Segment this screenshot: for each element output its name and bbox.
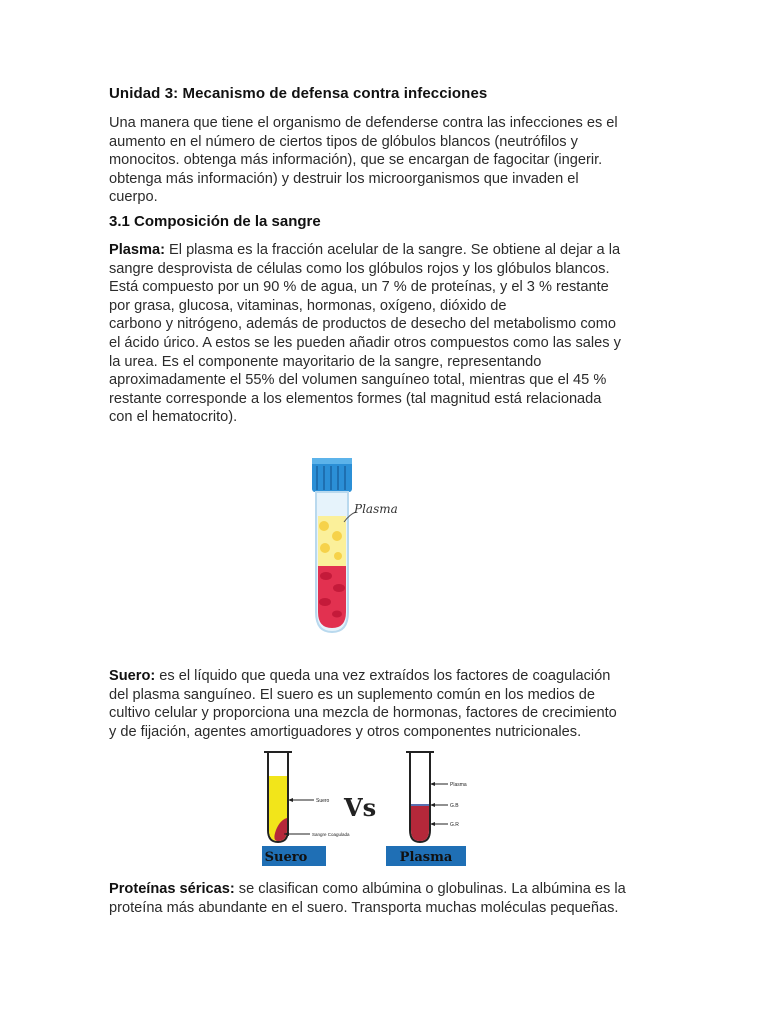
suero-paragraph [109, 667, 659, 741]
proteinas-paragraph [109, 880, 659, 917]
intro-line: aumento en el número de ciertos tipos de glóbulos blancos (neutrófilos y [109, 133, 578, 150]
plasma-line: carbono y nitrógeno, además de productos de desecho del metabolismo como [109, 316, 617, 333]
plasma-line: con el hematocrito). [109, 409, 238, 426]
plasma-badge-label: Plasma [399, 850, 453, 865]
intro-line: cuerpo. [109, 189, 158, 206]
plasma-test-tube-figure [300, 452, 420, 642]
unit-heading: Unidad 3: Mecanismo de defensa contra infecciones [109, 85, 488, 102]
proteinas-line [109, 880, 659, 899]
suero-lead: Suero: [109, 668, 156, 684]
section-heading: 3.1 Composición de la sangre [109, 213, 321, 230]
plasma-line: la urea. Es el componente mayoritario de la sangre, representando [109, 353, 542, 370]
proteinas-line-text: se clasifican como albúmina o globulinas. La albúmina es la [234, 881, 626, 897]
coagulated-label: Sangre Coagulada [312, 832, 350, 837]
gr-label: G.R [450, 822, 459, 828]
plasma-lead: Plasma: [109, 242, 165, 258]
intro-line: obtenga más información) y destruir los microorganismos que invaden el [109, 170, 579, 187]
proteinas-lead: Proteínas séricas: [109, 881, 235, 897]
suero-line: y de fijación, agentes amortiguadores y otros componentes nutricionales. [109, 723, 582, 740]
plasma-paragraph [109, 241, 659, 427]
suero-vs-plasma-figure [262, 748, 480, 870]
plasma-line: por grasa, glucosa, vitaminas, hormonas, oxígeno, dióxido de [109, 297, 507, 314]
plasma-tube-label: Plasma [450, 782, 467, 788]
intro-line: monocitos. obtenga más información), que se encargan de fagocitar (ingerir. [109, 152, 603, 169]
gb-label: G.B [450, 803, 459, 809]
plasma-line: el ácido úrico. A estos se les pueden añadir otros compuestos como las sales y [109, 334, 621, 351]
intro-line: Una manera que tiene el organismo de defenderse contra las infecciones es el [109, 115, 618, 131]
intro-paragraph [109, 114, 659, 207]
plasma-line-text: El plasma es la fracción acelular de la sangre. Se obtiene al dejar a la [164, 242, 621, 258]
vs-text: Vs [344, 793, 377, 822]
plasma-line [109, 241, 659, 260]
plasma-callout-label: Plasma [354, 502, 398, 516]
suero-line-text: es el líquido que queda una vez extraídos los factores de coagulación [155, 668, 611, 684]
plasma-line: aproximadamente el 55% del volumen sanguíneo total, mientras que el 45 % [109, 372, 607, 389]
plasma-line: restante corresponde a los elementos formes (tal magnitud está relacionada [109, 390, 602, 407]
plasma-line: sangre desprovista de células como los glóbulos rojos y los glóbulos blancos. [109, 260, 610, 277]
plasma-line: Está compuesto por un 90 % de agua, un 7 % de proteínas, y el 3 % restante [109, 279, 609, 296]
suero-line: del plasma sanguíneo. El suero es un suplemento común en los medios de [109, 686, 595, 703]
suero-badge-label: Suero [264, 850, 308, 865]
proteinas-line: proteína más abundante en el suero. Transporta muchas moléculas pequeñas. [109, 899, 619, 916]
suero-line [109, 667, 659, 686]
suero-tube-label: Suero [316, 798, 330, 804]
suero-line: cultivo celular y proporciona una mezcla de hormonas, factores de crecimiento [109, 705, 617, 722]
